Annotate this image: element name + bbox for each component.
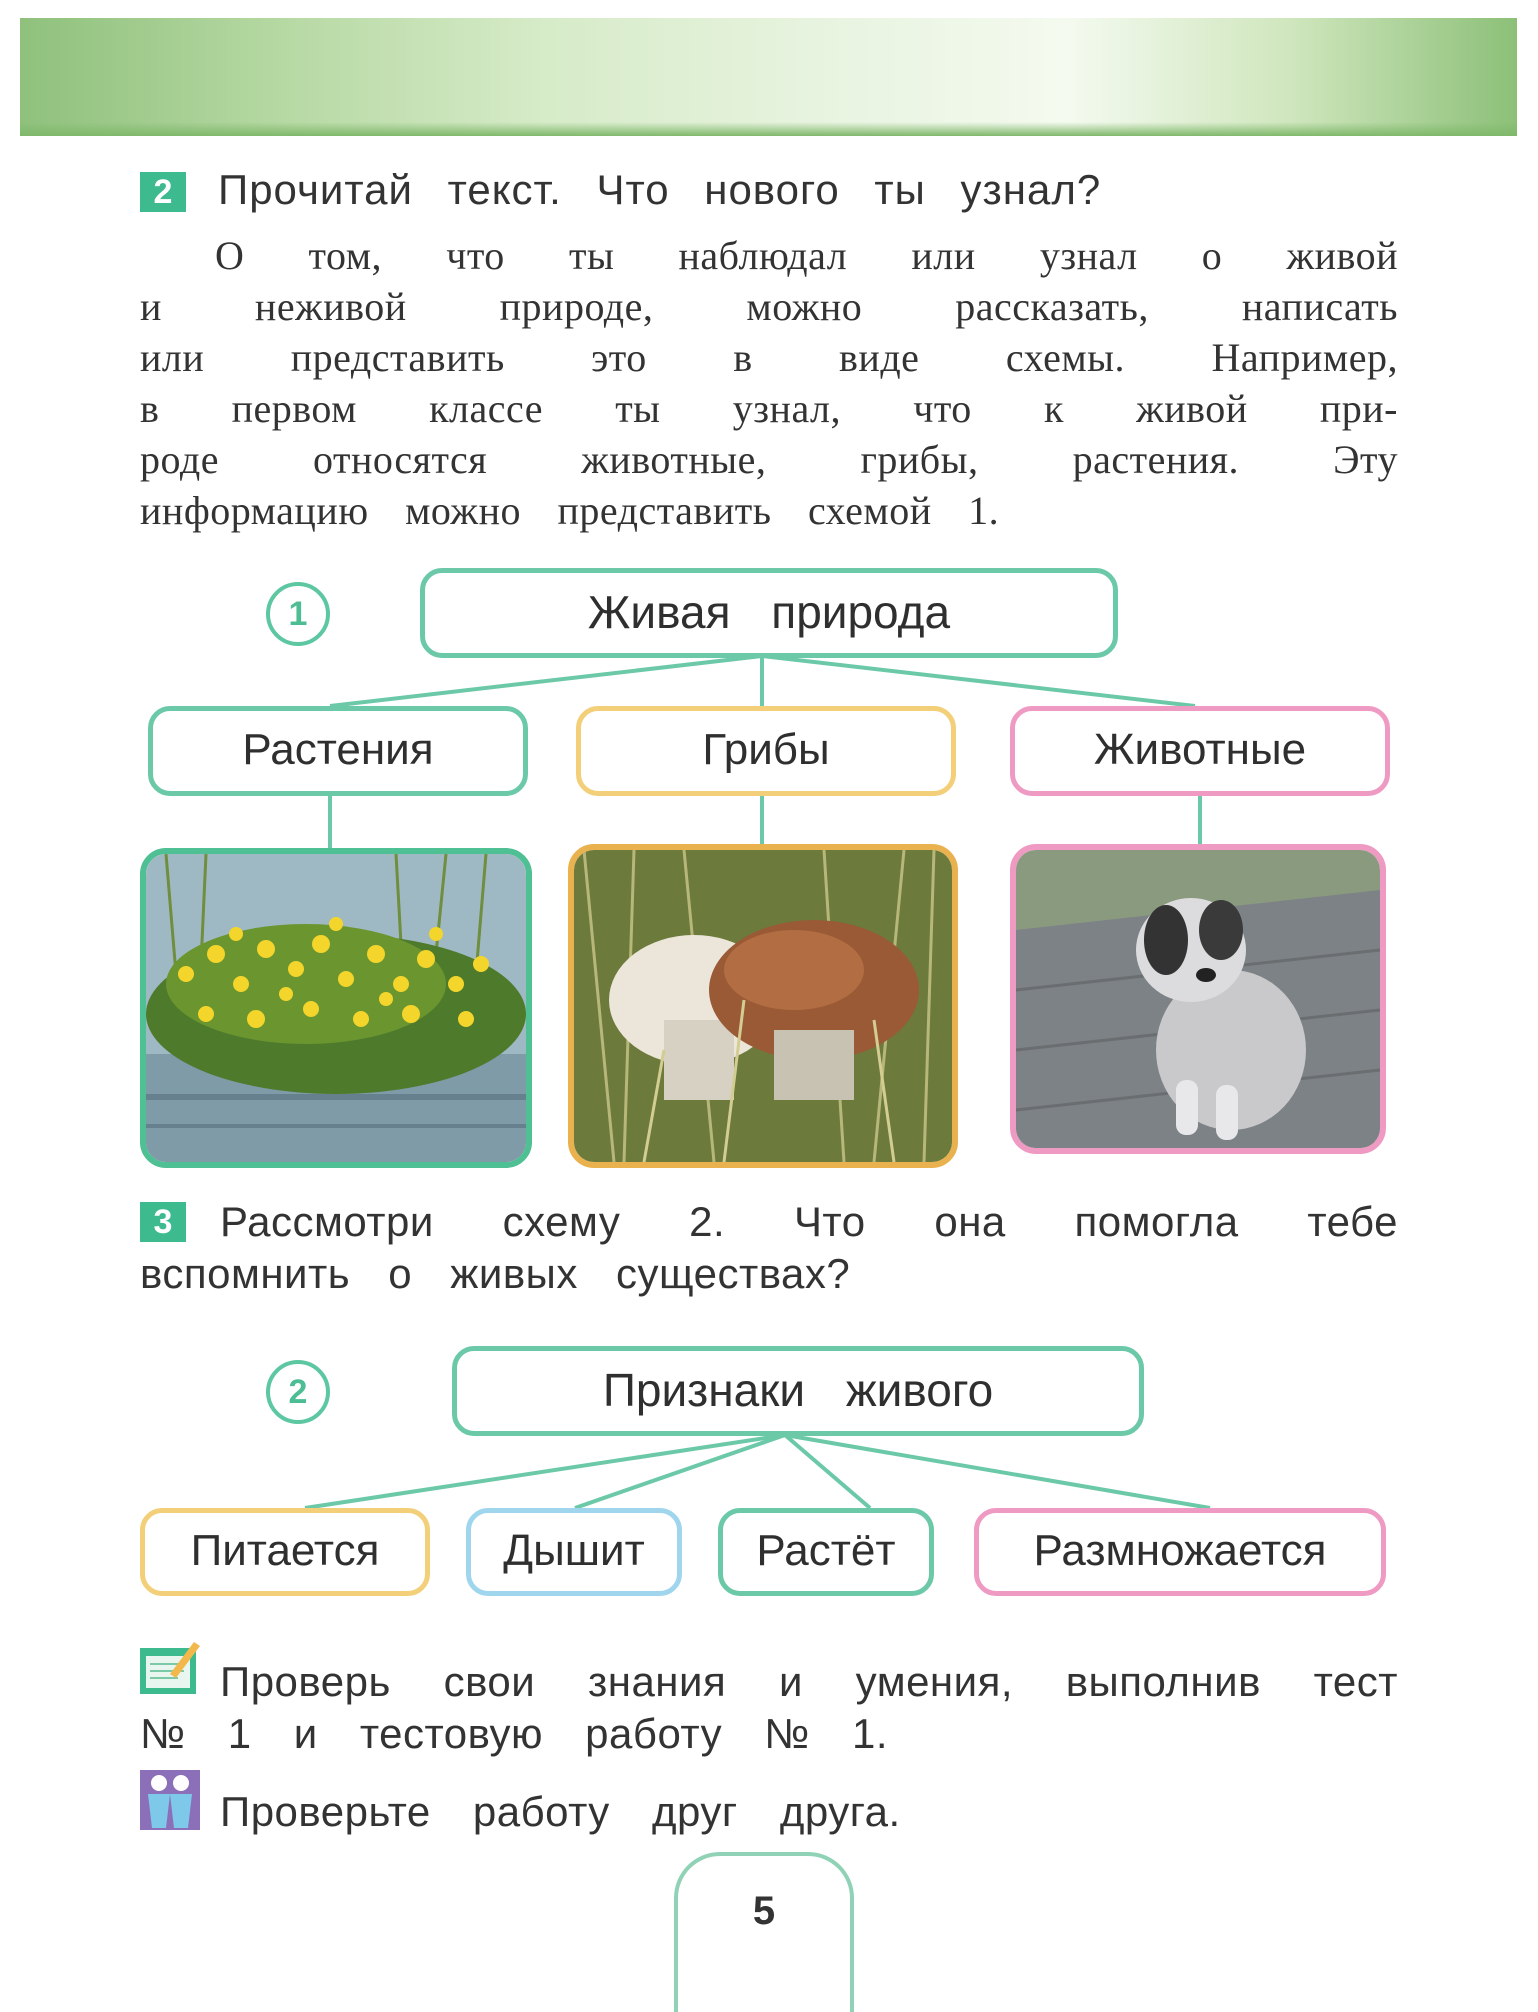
text-line: в первом классе ты узнал, что к живой при- [140,386,1398,431]
sign-grows [718,1508,934,1596]
scheme-1-root-label: Живая природа [587,586,951,638]
text-line: О том, что ты наблюдал или узнал о живой [215,233,1398,278]
branch-mushrooms-label: Грибы [702,725,830,774]
mushrooms-image [574,850,952,1162]
task-number-3: 3 [140,1202,186,1242]
check-text [140,1656,1398,1760]
text-line: и неживой природе, можно рассказать, написать [140,284,1398,329]
text-line: Проверьте работу друг друга. [220,1788,901,1835]
scheme-2-root-label: Признаки живого [602,1364,994,1416]
scheme-1-number: 1 [266,582,330,646]
sign-eats [140,1508,430,1596]
branch-plants [148,706,528,796]
sign-eats-label: Питается [190,1526,380,1575]
branch-animals [1010,706,1390,796]
branch-animals-label: Животные [1093,725,1307,774]
scheme-2-number: 2 [266,1360,330,1424]
text-line: № 1 и тестовую работу № 1. [140,1710,889,1757]
puppy-image [1016,850,1380,1148]
branch-plants-label: Растения [242,725,434,774]
scheme-2-root [452,1346,1144,1436]
text-line: вспомнить о живых существах? [140,1250,851,1297]
task-2-heading: Прочитай текст. Что нового ты узнал? [218,166,1102,213]
photo-yellow-flowers [140,848,532,1168]
scheme-1-root [420,568,1118,658]
sign-breathes-label: Дышит [503,1526,645,1575]
task-number-2: 2 [140,172,186,212]
text-line: Проверь свои знания и умения, выполнив тест [220,1658,1398,1705]
branch-mushrooms [576,706,956,796]
text-line: информацию можно представить схемой 1. [140,488,1000,533]
text-line: Рассмотри схему 2. Что она помогла тебе [220,1198,1398,1245]
sign-grows-label: Растёт [756,1526,896,1575]
task-3-text [140,1196,1398,1300]
photo-mushrooms [568,844,958,1168]
page-number-tab [674,1852,854,2012]
peer-text [140,1786,1398,1838]
sign-reproduces [974,1508,1386,1596]
photo-puppy [1010,844,1386,1154]
sign-breathes [466,1508,682,1596]
text-line: или представить это в виде схемы. Например, [140,335,1398,380]
page-number: 5 [752,1889,776,1933]
flowers-image [146,854,526,1162]
text-line: роде относятся животные, грибы, растения. Эту [140,437,1398,482]
sign-reproduces-label: Размножается [1033,1526,1327,1575]
